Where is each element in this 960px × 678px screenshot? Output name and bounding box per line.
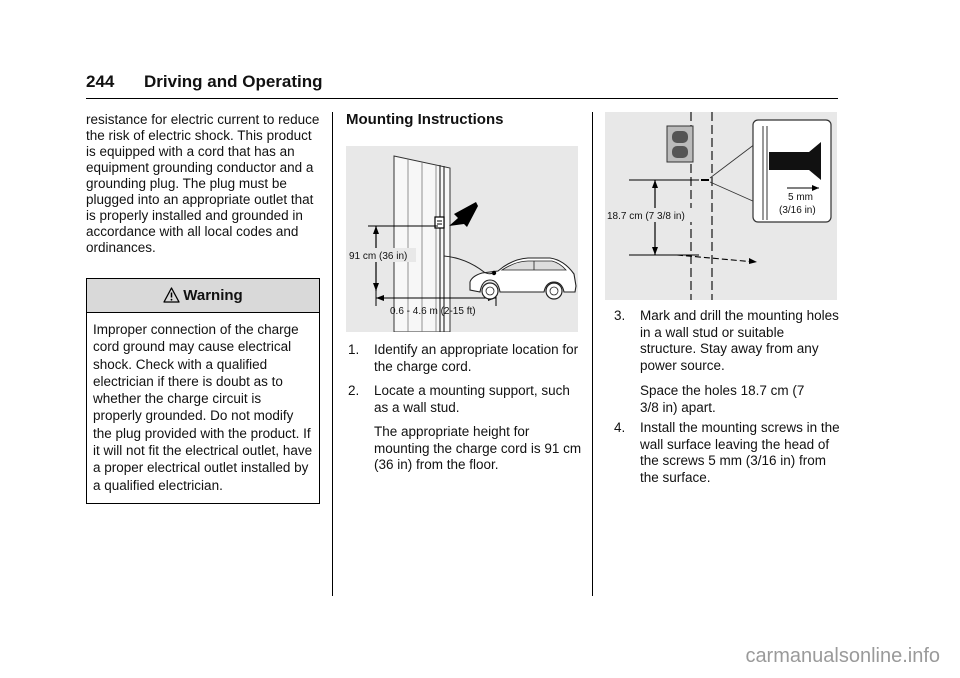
intro-text: resistance for electric current to reduce the risk of electric shock. This product is equipped with a cord that has an equipment grounding conductor and a grounding plug. The plug must be plugged into an appropriate outlet that is properly installed and grounded in accordance with all local codes and ordinances. <box>86 112 320 255</box>
watermark-site: carmanualsonline.info <box>745 645 940 667</box>
warning-icon <box>163 287 180 303</box>
step-3 <box>614 308 850 415</box>
warning-heading: Warning <box>183 287 243 304</box>
mounting-height-figure <box>346 146 578 332</box>
page-header <box>86 72 838 99</box>
warning-box <box>86 278 320 504</box>
mounting-heading: Mounting Instructions <box>346 111 504 128</box>
pointer-arrow-icon <box>449 202 478 227</box>
screw-spacing-illustration <box>605 112 837 300</box>
screw-label-mm: 5 mm <box>788 192 813 203</box>
screw-spacing-figure <box>605 112 837 300</box>
step-number: 4. <box>614 420 626 435</box>
section-title: Driving and Operating <box>144 72 323 91</box>
warning-body: Improper connection of the charge cord ground may cause electrical shock. Check with a qualified electrician if there is doubt as to whether the charge circuit is properly grounded. Do not modify the plug provided with the product. If it will not fit the electrical outlet, have a proper electrical outlet installed by a qualified electrician. <box>93 322 313 493</box>
distance-label: 0.6 - 4.6 m (2-15 ft) <box>390 306 476 317</box>
step-text: Locate a mounting support, such as a wall stud. <box>374 383 570 415</box>
step-text: Identify an appropriate location for the charge cord. <box>374 342 579 374</box>
step-2 <box>348 383 584 473</box>
power-outlet-icon <box>667 126 693 162</box>
warning-header <box>87 279 319 313</box>
screw-label-in: (3/16 in) <box>779 205 816 216</box>
step-note: The appropriate height for mounting the charge cord is 91 cm (36 in) from the floor. <box>374 424 582 472</box>
column-divider-2 <box>592 112 593 596</box>
step-number: 1. <box>348 342 360 357</box>
step-text: Install the mounting screws in the wall surface leaving the head of the screws 5 mm (3/16 in) from the surface. <box>640 420 840 485</box>
column-divider-1 <box>332 112 333 596</box>
step-note: Space the holes 18.7 cm (7 3/8 in) apart. <box>640 383 805 415</box>
spacing-label: 18.7 cm (7 3/8 in) <box>607 211 685 222</box>
mounting-height-illustration <box>346 146 578 332</box>
page-number: 244 <box>86 72 115 91</box>
step-number: 2. <box>348 383 360 398</box>
step-text: Mark and drill the mounting holes in a wall stud or suitable structure. Stay away from any power source. <box>640 308 839 373</box>
car-icon <box>470 258 576 299</box>
step-number: 3. <box>614 308 626 323</box>
height-label: 91 cm (36 in) <box>349 251 408 262</box>
